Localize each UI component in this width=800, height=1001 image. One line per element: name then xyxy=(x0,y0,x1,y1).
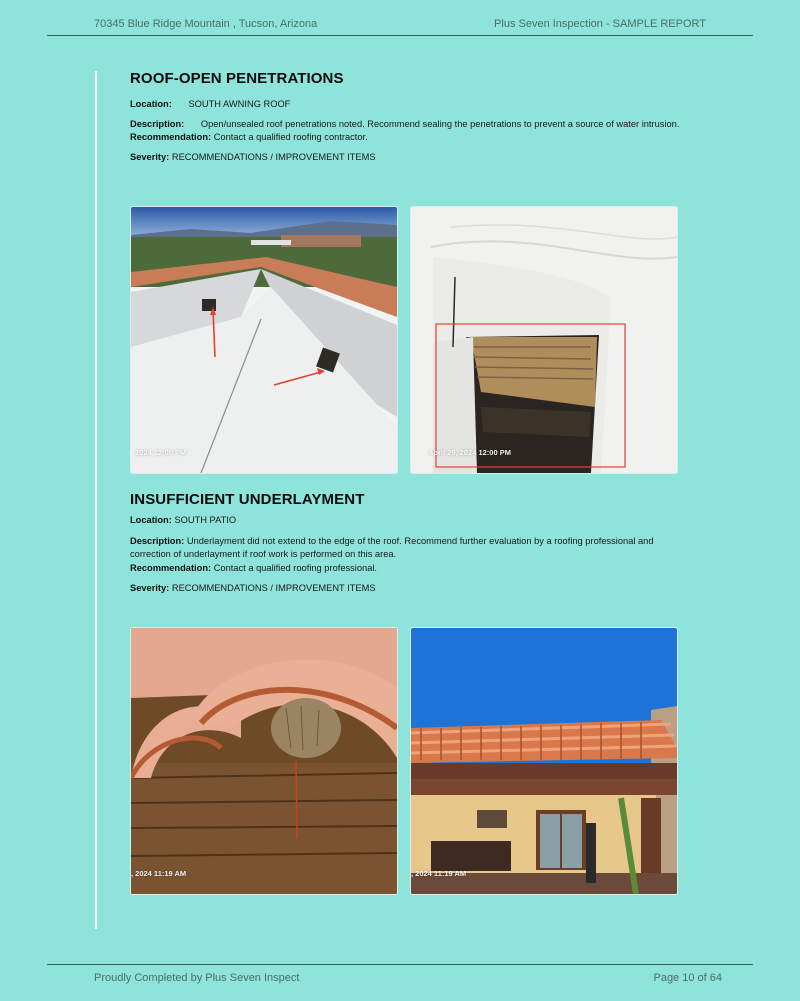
page-header xyxy=(47,0,753,36)
report-title: Plus Seven Inspection - SAMPLE REPORT xyxy=(494,18,706,30)
item-title: ROOF-OPEN PENETRATIONS xyxy=(130,70,344,87)
location-label: Location: xyxy=(130,515,172,525)
recommendation-label: Recommendation: xyxy=(130,132,212,142)
photo-roof-penetrations[interactable] xyxy=(130,206,398,474)
tile-photo-image xyxy=(131,628,397,894)
photo-timestamp: , 2024 11:19 AM xyxy=(131,869,187,878)
recommendation-value: Contact a qualified roofing contractor. xyxy=(213,132,368,142)
item-location xyxy=(130,98,690,112)
photo-south-patio[interactable] xyxy=(410,627,678,895)
page-number: Page 10 of 64 xyxy=(653,972,722,984)
item-recommendation xyxy=(130,562,690,576)
item-location xyxy=(130,514,690,528)
item-description xyxy=(130,535,690,562)
item-recommendation xyxy=(130,131,690,145)
photo-timestamp: 2024 12:00 PM xyxy=(135,448,187,457)
location-value: SOUTH PATIO xyxy=(174,515,237,525)
item-title: INSUFFICIENT UNDERLAYMENT xyxy=(130,491,365,508)
description-value: Open/unsealed roof penetrations noted. Recommend sealing the penetrations to prevent a source of water intrusion. xyxy=(200,118,680,129)
property-address: 70345 Blue Ridge Mountain , Tucson, Arizona xyxy=(94,18,318,30)
page-footer xyxy=(47,964,753,1001)
photo-stucco-penetration[interactable] xyxy=(410,206,678,474)
description-label: Description: xyxy=(130,535,185,546)
photo-timestamp: , 2024 11:19 AM xyxy=(411,869,467,878)
description-value: Underlayment did not extend to the edge of the roof. Recommend further evaluation by a roofing professional and correction of underlayment if roof work is performed on this area. xyxy=(130,535,654,559)
photo-timestamp: April 29, 2024 12:00 PM xyxy=(428,448,511,457)
severity-label: Severity: xyxy=(130,151,170,162)
severity-value: RECOMMENDATIONS / IMPROVEMENT ITEMS xyxy=(171,151,376,162)
recommendation-label: Recommendation: xyxy=(130,562,212,573)
location-value: SOUTH AWNING ROOF xyxy=(188,99,291,109)
photo-tile-underlayment[interactable] xyxy=(130,627,398,895)
item-description xyxy=(130,118,690,132)
item-severity xyxy=(130,582,690,596)
stucco-photo-image xyxy=(411,207,677,473)
defect-item-roof-open-penetrations xyxy=(130,70,690,164)
recommendation-value: Contact a qualified roofing professional. xyxy=(213,562,378,573)
severity-value: RECOMMENDATIONS / IMPROVEMENT ITEMS xyxy=(171,583,376,593)
patio-photo-image xyxy=(411,628,677,894)
defect-item-insufficient-underlayment xyxy=(130,491,690,596)
description-label: Description: xyxy=(130,118,185,129)
severity-label: Severity: xyxy=(130,583,170,593)
item-severity xyxy=(130,151,690,165)
completed-by-text: Proudly Completed by Plus Seven Inspect xyxy=(94,972,300,984)
location-label: Location: xyxy=(130,99,172,109)
section-divider-line xyxy=(95,71,97,929)
roof-photo-image xyxy=(131,207,397,473)
